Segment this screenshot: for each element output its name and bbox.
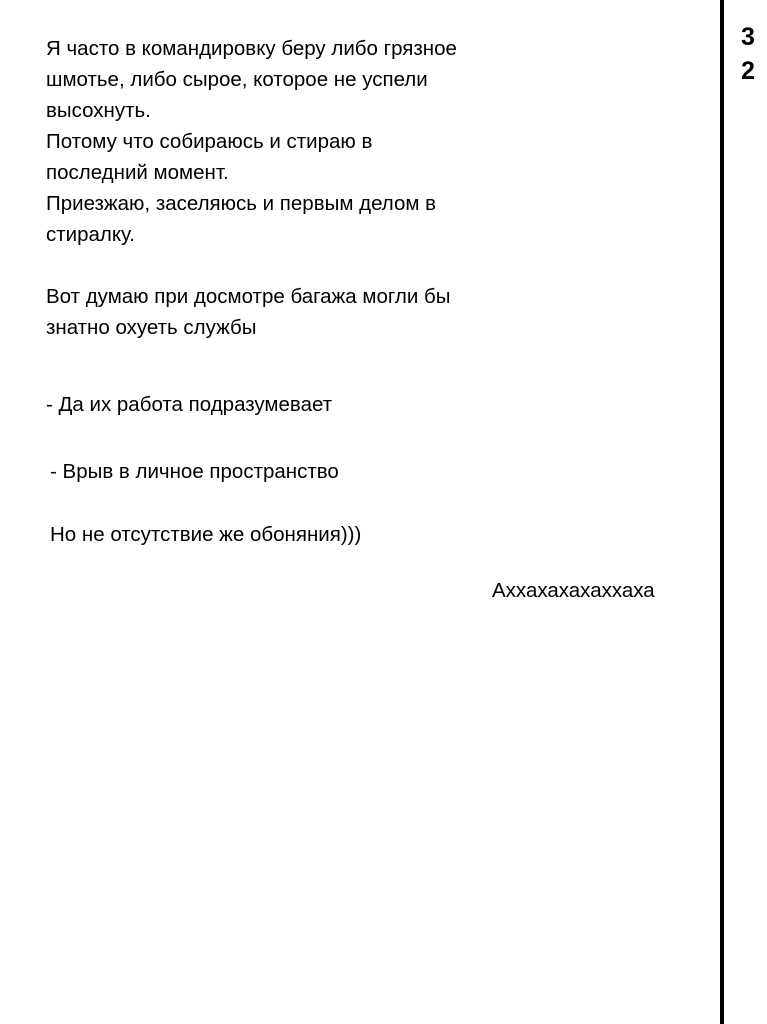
paragraph-line: Потому что собираюсь и стираю в (46, 130, 373, 153)
paragraph-line: высохнуть. (46, 99, 151, 122)
dialogue-reply-intrusion: - Врыв в личное пространство (50, 460, 339, 483)
dialogue-reply-smell: Но не отсутствие же обоняния))) (50, 523, 362, 546)
dialogue-reply-laugh: Аххахахахаххаха (492, 579, 655, 602)
paragraph-baggage-check (46, 281, 450, 343)
paragraph-line: Вот думаю при досмотре багажа могли бы (46, 285, 451, 308)
page-number (736, 20, 760, 88)
page-divider-line (720, 0, 724, 1024)
page-number-digit: 2 (741, 57, 755, 85)
paragraph-line: последний момент. (46, 161, 229, 184)
paragraph-line: Приезжаю, заселяюсь и первым делом в (46, 192, 437, 215)
paragraph-line: шмотье, либо сырое, которое не успели (46, 68, 428, 91)
paragraph-line: Я часто в командировку беру либо грязное (46, 37, 457, 60)
page-number-digit: 3 (741, 23, 755, 51)
dialogue-reply-work: - Да их работа подразумевает (46, 393, 333, 416)
paragraph-line: знатно охуеть службы (46, 316, 257, 339)
paragraph-line: стиралку. (46, 223, 135, 246)
paragraph-business-trip (46, 33, 457, 250)
